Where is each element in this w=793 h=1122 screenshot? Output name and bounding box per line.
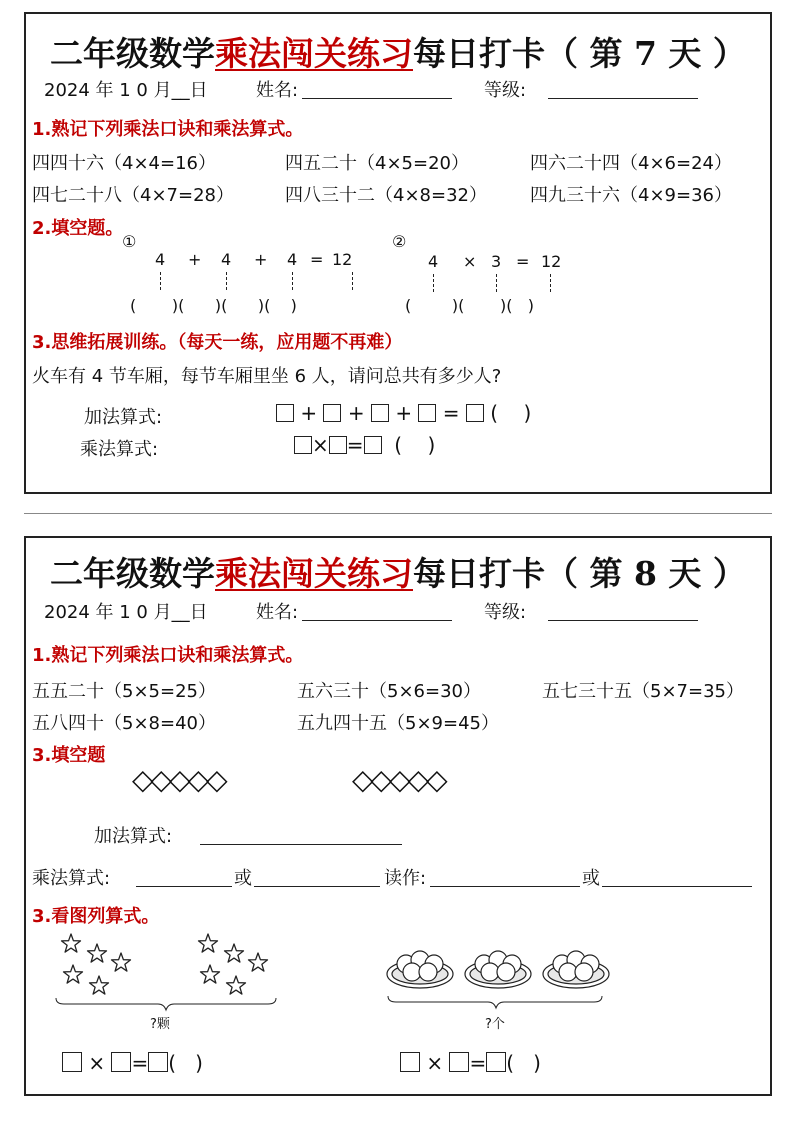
brace-icon [56, 998, 276, 1010]
eq1-equals: = [310, 250, 324, 269]
day8-name-field[interactable] [302, 620, 452, 621]
multiplication-answer-field-1[interactable] [136, 886, 232, 887]
day8-section1-title: 1.熟记下列乘法口诀和乘法算式。 [32, 645, 304, 666]
circled-number-2: ② [392, 232, 407, 251]
eq1-connector [226, 272, 227, 290]
eq2-equals: = [516, 252, 530, 271]
answer-box[interactable] [364, 436, 382, 454]
stars-caption: ?颗 [150, 1017, 170, 1032]
answer-box[interactable] [276, 404, 294, 422]
eq2-answer-blanks[interactable]: ( )( )( ) [405, 296, 534, 315]
day7-rhyme: 四五二十（4×5=20） [285, 153, 469, 174]
day8-rhyme: 五五二十（5×5=25） [32, 681, 216, 702]
eq2-result: 12 [541, 252, 562, 271]
answer-box[interactable] [371, 404, 389, 422]
separator-line [24, 513, 772, 514]
eq2-connector [550, 274, 551, 292]
day8-grade-field[interactable] [548, 620, 698, 621]
stars-equation-boxes[interactable]: × = ( ) [62, 1051, 203, 1075]
buns-caption: ?个 [485, 1017, 505, 1032]
day7-rhyme: 四六二十四（4×6=24） [530, 153, 732, 174]
eq1-operator: + [254, 250, 268, 269]
eq1-result: 12 [332, 250, 353, 269]
answer-box[interactable] [418, 404, 436, 422]
addition-answer-field[interactable] [200, 844, 402, 845]
day8-rhyme: 五九四十五（5×9=45） [297, 713, 499, 734]
star-icon [88, 944, 107, 962]
day7-section2-title: 2.填空题。 [32, 218, 124, 239]
answer-box[interactable] [148, 1052, 168, 1072]
day7-add-label: 加法算式: [84, 407, 163, 428]
multiplication-boxes[interactable]: × = ( ) [294, 433, 435, 457]
read-as-label: 读作: [384, 868, 427, 889]
day7-title-red: 乘法闯关练习 [215, 34, 413, 73]
day7-question: 火车有 4 节车厢，每节车厢里坐 6 人，请问总共有多少人? [32, 366, 502, 387]
eq1-connector [292, 272, 293, 290]
eq1-operator: + [188, 250, 202, 269]
day8-rhyme: 五六三十（5×6=30） [297, 681, 481, 702]
day7-rhyme: 四八三十二（4×8=32） [285, 185, 487, 206]
eq2-connector [496, 274, 497, 292]
day8-rhyme: 五八四十（5×8=40） [32, 713, 216, 734]
day8-title [50, 548, 746, 595]
day7-title [50, 28, 746, 75]
day7-title-b: 每日打卡 [413, 34, 545, 73]
day7-name-field[interactable] [302, 98, 452, 99]
answer-box[interactable] [466, 404, 484, 422]
day7-name-label: 姓名: [256, 80, 299, 101]
answer-box[interactable] [486, 1052, 506, 1072]
eq1-connector [352, 272, 353, 290]
day7-rhyme: 四九三十六（4×9=36） [530, 185, 732, 206]
star-icon [227, 976, 246, 994]
day7-mul-label: 乘法算式: [80, 439, 159, 460]
answer-box[interactable] [294, 436, 312, 454]
day8-rhyme: 五七三十五（5×7=35） [542, 681, 744, 702]
multiplication-answer-field-2[interactable] [254, 886, 380, 887]
addition-boxes[interactable]: + + + = ( ) [276, 401, 531, 425]
or-text: 或 [582, 868, 600, 889]
bun-plate-icon [465, 951, 531, 988]
day7-section3-title: 3.思维拓展训练。（每天一练，应用题不再难） [32, 332, 403, 353]
day7-rhyme: 四四十六（4×4=16） [32, 153, 216, 174]
star-icon [90, 976, 109, 994]
answer-box[interactable] [323, 404, 341, 422]
day8-section2-title: 3.填空题 [32, 745, 106, 766]
eq2-connector [433, 274, 434, 292]
eq1-answer-blanks[interactable]: ( )( )( )( ) [130, 296, 297, 315]
eq1-connector [160, 272, 161, 290]
circled-number-1: ① [122, 232, 137, 251]
star-icon [112, 953, 131, 971]
eq1-term: 4 [155, 250, 166, 269]
read-as-field-2[interactable] [602, 886, 752, 887]
day7-grade-field[interactable] [548, 98, 698, 99]
day7-date: 2024 年 1 0 月__日 [44, 80, 208, 101]
day7-title-a: 二年级数学 [50, 34, 215, 73]
or-text: 或 [234, 868, 252, 889]
day8-title-b: 每日打卡 [413, 554, 545, 593]
diamond-group: ◇◇◇◇◇ [352, 763, 445, 796]
eq2-term: 3 [491, 252, 502, 271]
day8-add-label: 加法算式: [94, 826, 173, 847]
diamond-group: ◇◇◇◇◇ [132, 763, 225, 796]
day7-title-day: （ 第 7 天 ） [545, 34, 746, 73]
answer-box[interactable] [329, 436, 347, 454]
eq1-term: 4 [221, 250, 232, 269]
eq1-term: 4 [287, 250, 298, 269]
answer-box[interactable] [62, 1052, 82, 1072]
day8-title-day: （ 第 8 天 ） [545, 554, 746, 593]
day7-rhyme: 四七二十八（4×7=28） [32, 185, 234, 206]
bun-plate-icon [387, 951, 453, 988]
day8-title-red: 乘法闯关练习 [215, 554, 413, 593]
buns-equation-boxes[interactable]: × = ( ) [400, 1051, 541, 1075]
star-icon [64, 965, 83, 983]
day8-grade-label: 等级: [484, 602, 527, 623]
star-icon [225, 944, 244, 962]
day8-title-a: 二年级数学 [50, 554, 215, 593]
star-icon [62, 934, 81, 952]
eq2-operator: × [463, 252, 477, 271]
day7-section1-title: 1.熟记下列乘法口诀和乘法算式。 [32, 119, 304, 140]
answer-box[interactable] [400, 1052, 420, 1072]
star-icon [249, 953, 268, 971]
bun-plate-icon [543, 951, 609, 988]
read-as-field-1[interactable] [430, 886, 580, 887]
star-icon [201, 965, 220, 983]
answer-box[interactable] [449, 1052, 469, 1072]
day8-mul-label: 乘法算式: [32, 868, 111, 889]
day7-grade-label: 等级: [484, 80, 527, 101]
day8-section3-title: 3.看图列算式。 [32, 906, 160, 927]
day8-name-label: 姓名: [256, 602, 299, 623]
brace-icon [388, 996, 602, 1008]
answer-box[interactable] [111, 1052, 131, 1072]
star-icon [199, 934, 218, 952]
eq2-term: 4 [428, 252, 439, 271]
day8-date: 2024 年 1 0 月__日 [44, 602, 208, 623]
